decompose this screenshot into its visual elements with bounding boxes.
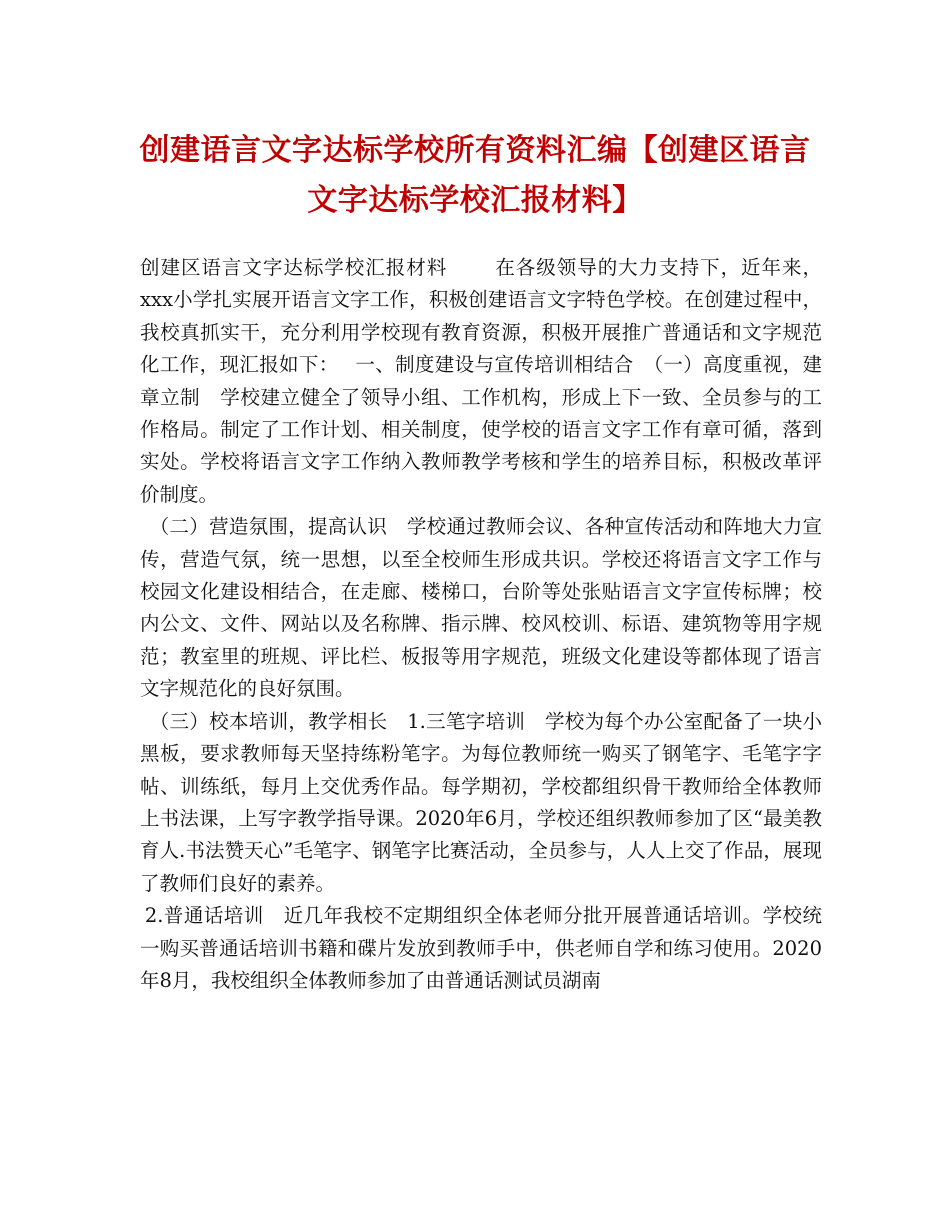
document-title: 创建语言文字达标学校所有资料汇编【创建区语言文字达标学校汇报材料】 xyxy=(139,133,811,218)
paragraph-intro: 创建区语言文字达标学校汇报材料 在各级领导的大力支持下，近年来，xxx小学扎实展开语言文字工作，积极创建语言文字特色学校。在创建过程中，我校真抓实干，充分利用学校现有教育资源，积极开展推广普通话和文字规范化工作，现汇报如下： 一、制度建设与宣传培训相结合 （一）高度重视，建章立制 学校建立健全了领导小组、工作机构，形成上下一致、全员参与的工作格局。制定了工作计划、相关制度，使学校的语言文字工作有章可循，落到实处。学校将语言文字工作纳入教师教学考核和学生的培养目标，积极改革评价制度。 xyxy=(140,256,822,506)
paragraph-school-training: （三）校本培训，教学相长 1.三笔字培训 学校为每个办公室配备了一块小黑板，要求教师每天坚持练粉笔字。为每位教师统一购买了钢笔字、毛笔字字帖、训练纸，每月上交优秀作品。每学期初，学校都组织骨干教师给全体教师上书法课，上写字教学指导课。2020年6月，学校还组织教师参加了区“最美教育人.书法赞天心”毛笔字、钢笔字比赛活动，全员参与，人人上交了作品，展现了教师们良好的素养。 xyxy=(140,709,822,895)
paragraph-mandarin-training: 2.普通话培训 近几年我校不定期组织全体老师分批开展普通话培训。学校统一购买普通话培训书籍和碟片发放到教师手中，供老师自学和练习使用。2020年8月，我校组织全体教师参加了由普通话测试员湖南 xyxy=(140,904,822,992)
paragraph-atmosphere: （二）营造氛围，提高认识 学校通过教师会议、各种宣传活动和阵地大力宣传，营造气氛，统一思想，以至全校师生形成共识。学校还将语言文字工作与校园文化建设相结合，在走廊、楼梯口，台阶等处张贴语言文字宣传标牌；校内公文、文件、网站以及名称牌、指示牌、校风校训、标语、建筑物等用字规范；教室里的班规、评比栏、板报等用字规范，班级文化建设等都体现了语言文字规范化的良好氛围。 xyxy=(140,515,822,701)
document-body xyxy=(140,252,822,997)
